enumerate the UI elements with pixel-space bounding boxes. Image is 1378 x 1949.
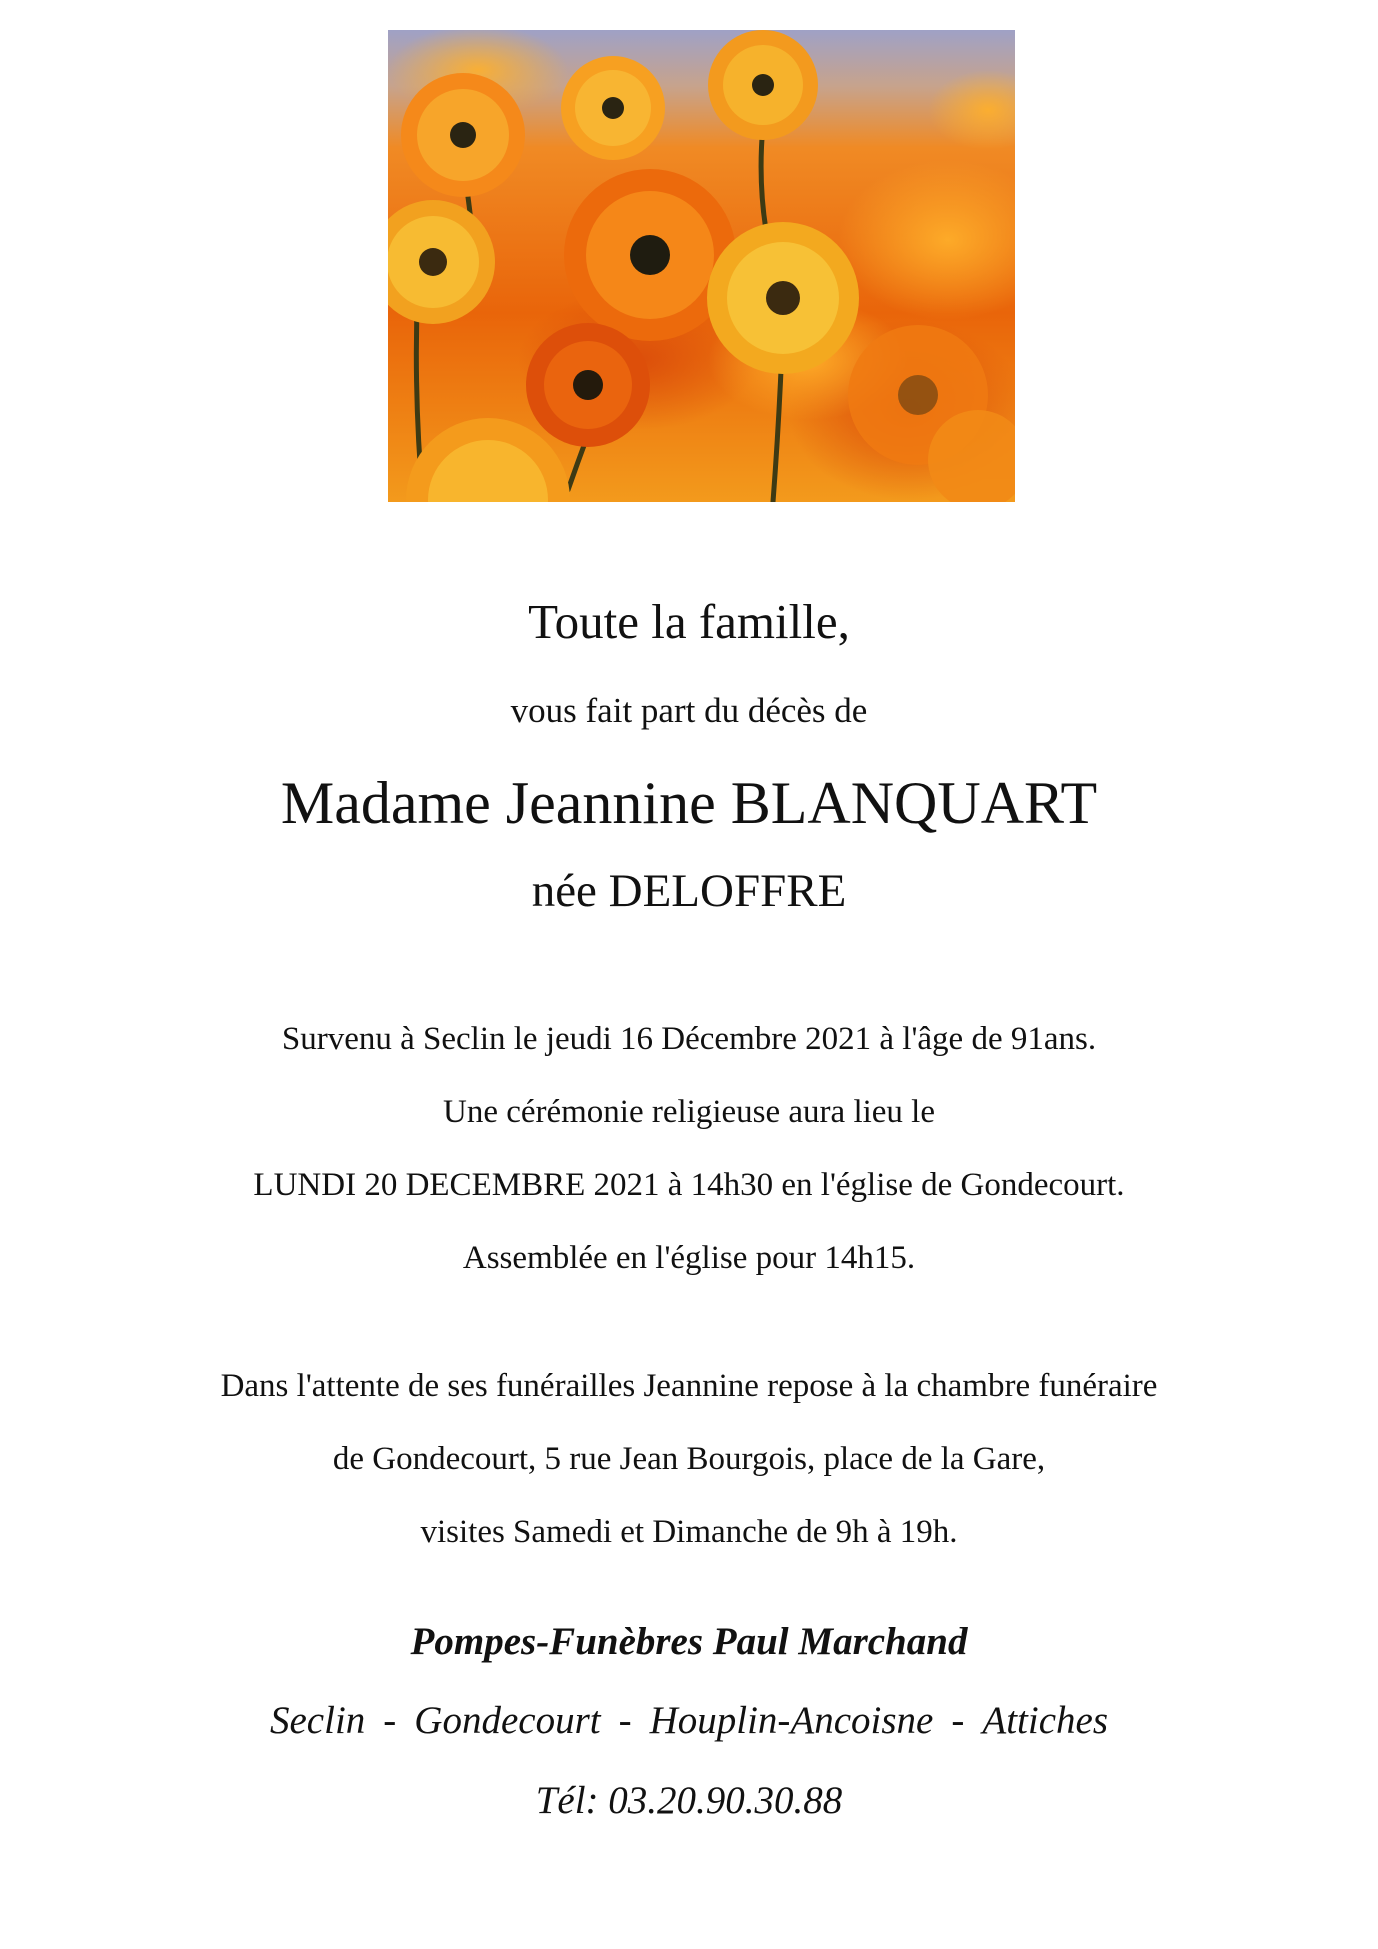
location-attiches: Attiches bbox=[982, 1699, 1109, 1742]
location-separator: - bbox=[383, 1699, 397, 1742]
location-seclin: Seclin bbox=[269, 1699, 366, 1742]
announcement-text: vous fait part du décès de bbox=[510, 691, 868, 730]
funeral-home-locations bbox=[0, 1701, 1378, 1740]
detail-line: Une cérémonie religieuse aura lieu le bbox=[442, 1094, 935, 1130]
detail-line: LUNDI 20 DECEMBRE 2021 à 14h30 en l'église de Gondecourt. bbox=[253, 1167, 1125, 1203]
location-houplin-ancoisne: Houplin-Ancoisne bbox=[649, 1699, 934, 1742]
intro-heading: Toute la famille, bbox=[528, 594, 850, 649]
funeral-home-phone: Tél: 03.20.90.30.88 bbox=[535, 1779, 843, 1822]
funeral-home-name: Pompes-Funèbres Paul Marchand bbox=[410, 1620, 968, 1663]
flower-photo bbox=[388, 30, 1015, 502]
repose-line: de Gondecourt, 5 rue Jean Bourgois, place de la Gare, bbox=[332, 1441, 1046, 1477]
location-separator: - bbox=[951, 1699, 965, 1742]
location-separator: - bbox=[618, 1699, 632, 1742]
detail-line: Assemblée en l'église pour 14h15. bbox=[462, 1240, 916, 1276]
deceased-name: Madame Jeannine BLANQUART bbox=[280, 770, 1098, 836]
repose-line: Dans l'attente de ses funérailles Jeannine repose à la chambre funéraire bbox=[220, 1368, 1158, 1404]
repose-line: visites Samedi et Dimanche de 9h à 19h. bbox=[420, 1514, 958, 1550]
detail-line: Survenu à Seclin le jeudi 16 Décembre 2021 à l'âge de 91ans. bbox=[281, 1021, 1097, 1057]
location-gondecourt: Gondecourt bbox=[414, 1699, 601, 1742]
maiden-name: née DELOFFRE bbox=[531, 865, 847, 917]
